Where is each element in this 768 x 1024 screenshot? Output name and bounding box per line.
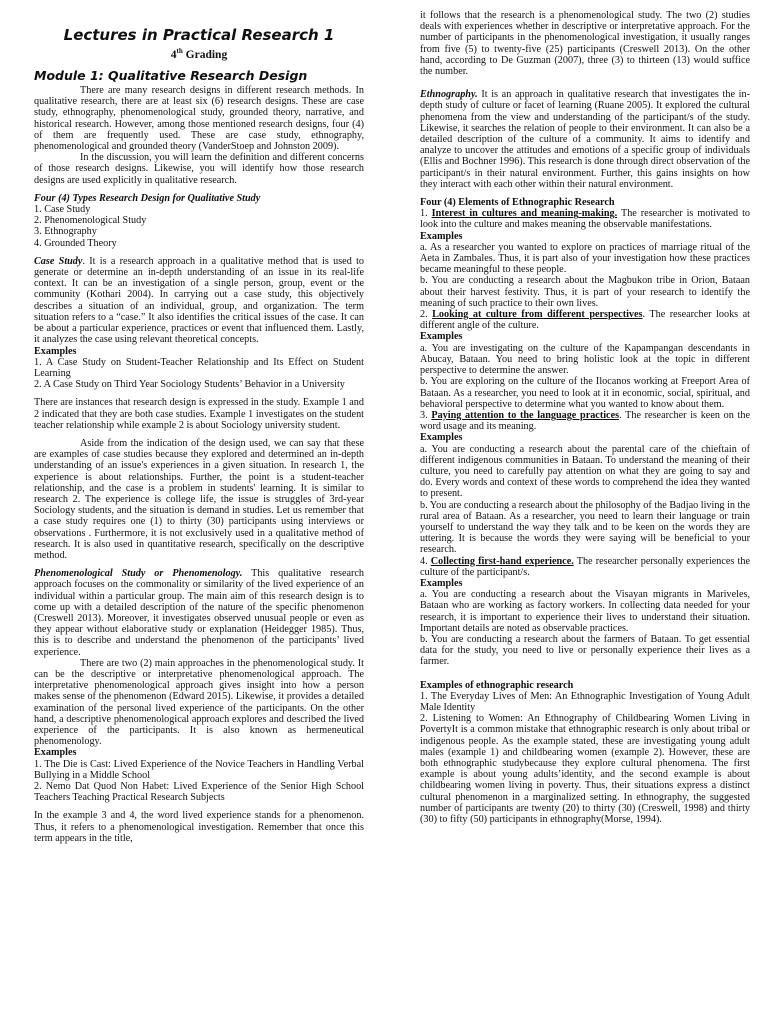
ethnographic-examples-heading: Examples of ethnographic research [420,679,574,691]
phenomenology-term: Phenomenological Study or Phenomenology. [34,568,243,580]
element-3-number: 3. [420,409,432,421]
element-3-example-a: a. You are conducting a research about the parental care of the chieftain of different indigenous communities in Bataan. To understand the meaning of their culture, you need to carefully pay attention on what they are going to say and do. Every words and context of these words to comprehend the idea they wanted to present. [420,443,750,500]
document-title: Lectures in Practical Research 1 [63,26,335,44]
phen-example-2: 2. Nemo Dat Quod Non Habet: Lived Experience of the Senior High School Teachers Teaching Practical Research Subjects [34,781,364,804]
element-1-examples-label: Examples [420,230,463,242]
type-item-1: 1. Case Study [34,204,91,216]
case-study-text: . It is a research approach in a qualitative method that is used to generate or determine an in-depth understanding of an issue in its real-life context. It can be an investigation of a single person, group, event or the community (Kothari 2004). In carrying out a case study, this objectively describes a situation of an individual, group, and organization. The term situation refers to a “case.” It also identifies the critical issues of the case. It can be about a particular experience, practices or event that influenced them. Lastly, it analyzes the case using relevant theoretical concepts. [34,255,364,346]
element-2-example-b: b. You are exploring on the culture of the Ilocanos working at Freeport Area of Bataan. As a researcher, you need to look at it in economic, social, spiritual, and behavioral perspective to determine what you wanted to know about them. [420,376,750,410]
element-4-example-a: a. You are conducting a research about the Visayan migrants in Mariveles, Bataan who are working as factory workers. In collecting data needed for your research, it is important to experience their lives to understand their situation. Important details are noted as observable practices. [420,589,750,634]
ethnographic-example-1: 1. The Everyday Lives of Men: An Ethnographic Investigation of Young Adult Male Identity [420,690,750,713]
element-2-title: Looking at culture from different perspectives [432,309,643,321]
module-heading: Module 1: Qualitative Research Design [34,67,308,83]
type-item-4: 4. Grounded Theory [34,237,117,249]
element-4 [420,556,750,578]
element-2-examples-label: Examples [420,331,463,343]
grading-label [34,44,364,62]
ethnography-term: Ethnography. [420,89,478,101]
element-1-number: 1. [420,208,432,220]
grading-number: 4 [170,48,177,61]
ethnographic-example-2: 2. Listening to Women: An Ethnography of Childbearing Women Living in PovertyIt is a common mistake that ethnographic research is only about tribal or indigenous people. As the example stated, these are investigating young adult males (example 1) and childbearing women (example 2). However, these are both ethnographic studybecause they explore cultural phenomena. The first example is about young adults’identity, and the second example is about childbearing women living in poverty. Thus, their situations express a distinct cultural phenomenon in a marginalized setting. In ethnography, the suggested number of participants are twenty (20) to thirty (30) (Creswell, 1998) and thirty (30) to fifty (50) participants in ethnography(Morse, 1994). [420,713,750,826]
element-3-examples-label: Examples [420,432,463,444]
element-3 [420,410,750,432]
phenomenology-text: This qualitative research approach focuses on the commonality or similarity of the lived experience of an individual within a particular group. The main aim of this research design is to come up with a detailed description of the nature of the specific phenomenon (Creswell 2013). Moreover, it investigates observed unusual people or even as they appear without elaborative study or explanation (Heidegger 1985). Thus, this is to describe and understand the phenomenon of the participants’ lived experience. [34,568,365,658]
element-4-title: Collecting first-hand experience. [430,555,574,567]
case-study-paragraph [34,256,364,346]
element-1-example-b: b. You are conducting a research about the Magbukon tribe in Orion, Bataan about their harvest festivity. Thus, it is part of your research to identify the meaning of such practice to their own lives. [420,275,750,309]
type-item-2: 2. Phenomenological Study [34,215,147,227]
element-2 [420,309,750,331]
phen-examples-label: Examples [34,747,77,759]
element-2-text: . The researcher looks at different angle of the culture. [420,309,750,332]
element-2-example-a: a. You are investigating on the culture of the Kapampangan descendants in Abucay, Bataan. You need to bring holistic look at the topic in different perspective to determine the answer. [420,342,750,377]
phenomenology-paragraph [34,568,364,658]
case-examples-label: Examples [34,345,77,357]
element-3-title: Paying attention to the language practices [431,409,620,421]
element-4-example-b: b. You are conducting a research about the farmers of Bataan. To get essential data for the study, you need to live or personally experience their lives as a farmer. [420,633,750,668]
continuation-paragraph: it follows that the research is a phenomenological study. The two (2) studies deals with experiences whether in descriptive or interpretative approach. For the number of participants in the phenomenological investigation, it usually ranges from five (5) to twenty-five (25) participants (Creswell 2013). On the other hand, according to De Guzman (2007), three (3) to thirteen (13) would suffice the number. [420,10,750,78]
type-item-3: 3. Ethnography [34,226,97,238]
element-3-text: . The researcher is keen on the word usage and its meaning. [420,409,750,433]
element-4-examples-label: Examples [420,577,463,589]
grading-suffix: th [176,47,183,55]
element-2-number: 2. [420,309,433,321]
element-1 [420,208,750,230]
element-3-example-b: b. You are conducting a research about the philosophy of the Badjao living in the rural area of Bataan. As a researcher, you need to learn their language or train yourself to understand the way they talk and to be keen on the words they are uttering. It is because the words they were saying will be beneficial to your research. [420,499,750,556]
phenomenology-paragraph-3: In the example 3 and 4, the word lived experience stands for a phenomenon. Thus, it refers to a phenomenological investigation. Remember that once this term appears in the title, [34,810,364,844]
case-paragraph-3: Aside from the indication of the design used, we can say that these are examples of case studies because they explored and determined an in-depth understanding of an issue's experiences in a given situation. In research 1, the experience is about relationships. Further, the point is a student-teacher relationship, and the case is a problem in students' learning. It is similar to research 2. The experience is college life, the issue is struggles of 3rd-year Sociology students, and the situation is demand in studies. Let us remember that a case study requires one (1) to thirty (30) participants using interviews or observations . Furthermore, it is not exclusively used in a qualitative method of research. It is also used in quantitative research, specifically on the descriptive method. [34,437,364,561]
intro-paragraph-2: In the discussion, you will learn the definition and different concerns of those research designs. Likewise, you will identify how those research designs are used explicitly in qualitative research. [34,152,364,186]
element-1-title: Interest in cultures and meaning-making. [431,208,618,220]
element-1-text: The researcher is motivated to look into the culture and makes meaning the observable manifestations. [420,208,750,231]
element-4-text: The researcher personally experiences the culture of the participant/s. [420,555,750,578]
ethnography-text: It is an approach in qualitative research that investigates the in-depth study of culture or facet of learning (Ruane 2005). It explored the cultural phenomena from the view and understanding of the participant/s of the study. Likewise, it searches the relation of people to their environment. It can also be a detailed description of the culture of a community. It aims to identify and analyze to uncover the attitudes and emotions of a specific group of individuals (Ellis and Bochner 1996). This research is done through direct observation of the participant/s in their natural environment. Further, this gains insights on how they interact with each other within their natural environment. [420,89,750,190]
case-example-1: 1. A Case Study on Student-Teacher Relationship and Its Effect on Student Learning [34,356,364,379]
case-paragraph-2: There are instances that research design is expressed in the study. Example 1 and 2 indicated that they are both case studies. Example 1 investigates on the student teacher relationship while example 2 is about Sociology university student. [34,397,364,431]
right-column [420,10,750,844]
ethnography-paragraph [420,89,750,190]
phen-example-1: 1. The Die is Cast: Lived Experience of the Novice Teachers in Handling Verbal Bullying in a Middle School [34,758,364,781]
case-example-2: 2. A Case Study on Third Year Sociology Students’ Behavior in a University [34,379,345,391]
case-study-term: Case Study [34,255,83,267]
element-1-example-a: a. As a researcher you wanted to explore on practices of marriage ritual of the Aeta in Zambales. Thus, it is part also of your investigation how these practices became meaningful to these people. [420,241,750,276]
element-4-number: 4. [420,555,431,567]
grading-word: Grading [185,48,228,61]
left-column [34,10,364,844]
intro-paragraph-1: There are many research designs in different research methods. In qualitative research, there are at least six (6) research designs. These are case study, ethnography, phenomenological study, grounded theory, narrative, and historical research. However, among those mentioned research designs, four (4) of them are frequently used. These are case study, ethnography, phenomenological and grounded theory (VanderStoep and Johnston 2009). [34,85,364,153]
phenomenology-paragraph-2: There are two (2) main approaches in the phenomenological study. It can be the descriptive or interpretative phenomenological approach. The interpretative phenomenological approach gives insight into how a person makes sense of the phenomenon (Edward 2015). Likewise, it provides a detailed examination of the personal lived experience of the participants. On the other hand, a descriptive phenomenological approach explores and described the lived experience of the participants. It is also known as hermeneutical phenomenology. [34,657,364,748]
elements-heading: Four (4) Elements of Ethnographic Research [420,197,615,209]
types-heading: Four (4) Types Research Design for Qualitative Study [34,192,261,204]
